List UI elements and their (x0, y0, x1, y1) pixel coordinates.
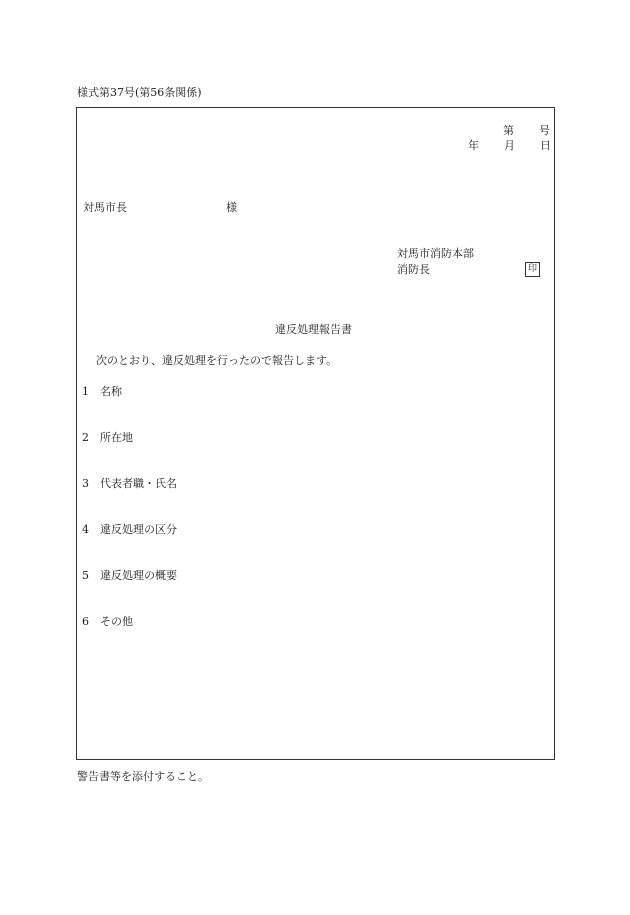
list-item-name (82, 386, 122, 397)
form-box (76, 107, 555, 760)
item-number: 2 (82, 431, 89, 444)
list-item-representative (82, 478, 177, 489)
item-label: 所在地 (100, 431, 133, 444)
date-year: 年 (468, 139, 479, 152)
item-label: 違反処理の概要 (100, 569, 177, 582)
date-month: 月 (504, 139, 515, 152)
addressee-name: 対馬市長 (83, 201, 127, 214)
footnote: 警告書等を添付すること。 (77, 770, 209, 783)
doc-number-suffix: 号 (539, 124, 550, 137)
list-item-location (82, 432, 133, 443)
item-label: 違反処理の区分 (100, 523, 177, 536)
sender-organization: 対馬市消防本部 (397, 247, 474, 260)
item-number: 5 (82, 569, 89, 582)
item-number: 6 (82, 615, 89, 628)
doc-number-prefix: 第 (503, 124, 514, 137)
item-number: 3 (82, 477, 89, 490)
sender-title: 消防長 (397, 263, 430, 276)
item-number: 4 (82, 523, 89, 536)
list-item-summary (82, 570, 177, 581)
date-day: 日 (540, 139, 551, 152)
seal-mark: 印 (525, 262, 540, 277)
item-label: 名称 (100, 385, 122, 398)
item-label: 代表者職・氏名 (100, 477, 177, 490)
addressee-honorific: 様 (226, 201, 237, 214)
item-label: その他 (100, 615, 133, 628)
list-item-other (82, 616, 133, 627)
form-number: 様式第37号(第56条関係) (77, 86, 202, 99)
item-number: 1 (82, 385, 89, 398)
report-title: 違反処理報告書 (275, 323, 352, 336)
intro-text: 次のとおり、違反処理を行ったので報告します。 (96, 354, 338, 367)
list-item-category (82, 524, 177, 535)
